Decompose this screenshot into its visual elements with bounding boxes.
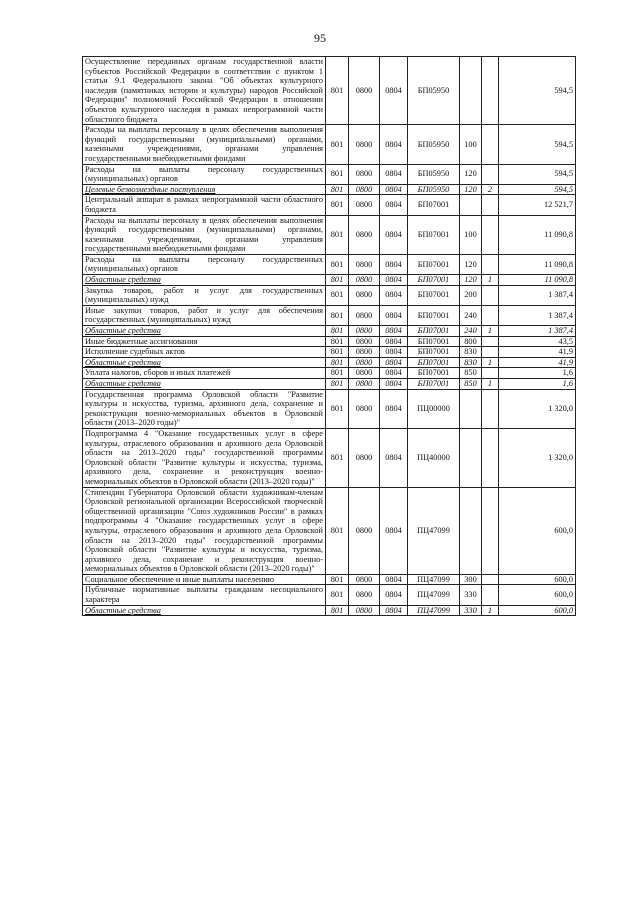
row-subsection-code: 0804: [380, 275, 408, 286]
row-subsection-code: 0804: [380, 336, 408, 347]
row-name: Осуществление переданных органам государственной власти субъектов Российской Федерации в соответствии с пунктом 1 статьи 9.1 Федерального закона "Об объектах культурного наследия (памятниках истории и культуры) народов Российской Федерации" полномочий Российской Федерации в отношении объектов культурного наследия в рамках непрограммной части областного бюджета: [83, 57, 326, 125]
row-section-code: 0800: [349, 57, 380, 125]
row-section-code: 0800: [349, 254, 380, 274]
row-subsection-code: 0804: [380, 184, 408, 195]
row-name: Подпрограмма 4 "Оказание государственных услуг в сфере культуры, отраслевого образования и архивного дела Орловской области на 2013–2020 годы" государственной программы Орловской области "Развитие культуры и искусства, туризма, архивного дела, сохранение и реконструкция военно-мемориальных объектов в Орловской области (2013–2020 годы)": [83, 428, 326, 487]
row-subsection-code: 0804: [380, 215, 408, 254]
row-amount: 11 090,8: [499, 254, 576, 274]
row-name: Областные средства: [83, 275, 326, 286]
table-row: [83, 125, 576, 164]
row-name: Стипендии Губернатора Орловской области художникам-членам Орловской региональной организации Всероссийской творческой общественной организации "Союз художников России" в рамках подпрограммы 4 "Оказание государственных услуг в сфере культуры, отраслевого образования и архивного дела Орловской области на 2013–2020 годы" государственной программы Орловской области "Развитие культуры и искусства, туризма, архивного дела, сохранение и реконструкция военно-мемориальных объектов в Орловской области (2013–2020 годы)": [83, 487, 326, 574]
row-subsection-code: 0804: [380, 195, 408, 215]
row-amount: 41,9: [499, 347, 576, 358]
row-target-article: БП07001: [408, 195, 460, 215]
row-section-code: 0800: [349, 336, 380, 347]
row-target-article: БП07001: [408, 357, 460, 368]
row-section-code: 0800: [349, 428, 380, 487]
row-amount: 1 320,0: [499, 428, 576, 487]
row-amount: 594,5: [499, 125, 576, 164]
row-source-code: [482, 57, 499, 125]
row-target-article: БП07001: [408, 215, 460, 254]
row-expense-type: [460, 428, 482, 487]
row-subsection-code: 0804: [380, 347, 408, 358]
row-section-code: 0800: [349, 574, 380, 585]
table-row: [83, 389, 576, 428]
row-target-article: БП07001: [408, 254, 460, 274]
row-amount: 594,5: [499, 57, 576, 125]
table-row: [83, 275, 576, 286]
row-source-code: [482, 428, 499, 487]
row-gr-code: 801: [326, 487, 349, 574]
row-name: Закупка товаров, работ и услуг для государственных (муниципальных) нужд: [83, 285, 326, 305]
row-source-code: [482, 389, 499, 428]
row-subsection-code: 0804: [380, 605, 408, 616]
row-gr-code: 801: [326, 305, 349, 325]
row-target-article: БП07001: [408, 326, 460, 337]
budget-table: [82, 56, 576, 616]
row-expense-type: [460, 195, 482, 215]
row-name: Целевые безвозмездные поступления: [83, 184, 326, 195]
row-gr-code: 801: [326, 254, 349, 274]
row-gr-code: 801: [326, 574, 349, 585]
row-target-article: БП07001: [408, 347, 460, 358]
row-subsection-code: 0804: [380, 254, 408, 274]
row-expense-type: [460, 389, 482, 428]
table-row: [83, 254, 576, 274]
row-name: Областные средства: [83, 326, 326, 337]
row-target-article: БП07001: [408, 379, 460, 390]
table-row: [83, 336, 576, 347]
row-gr-code: 801: [326, 215, 349, 254]
row-expense-type: 120: [460, 164, 482, 184]
row-name: Областные средства: [83, 379, 326, 390]
row-section-code: 0800: [349, 389, 380, 428]
row-gr-code: 801: [326, 125, 349, 164]
row-section-code: 0800: [349, 585, 380, 605]
row-amount: 1 320,0: [499, 389, 576, 428]
row-amount: 12 521,7: [499, 195, 576, 215]
row-name: Государственная программа Орловской области "Развитие культуры и искусства, туризма, архивного дела, сохранение и реконструкция военно-мемориальных объектов в Орловской области (2013–2020 годы)": [83, 389, 326, 428]
row-source-code: 1: [482, 605, 499, 616]
row-subsection-code: 0804: [380, 164, 408, 184]
table-row: [83, 285, 576, 305]
row-amount: 600,0: [499, 487, 576, 574]
row-amount: 43,5: [499, 336, 576, 347]
row-section-code: 0800: [349, 487, 380, 574]
row-amount: 11 090,8: [499, 215, 576, 254]
row-expense-type: 200: [460, 285, 482, 305]
row-expense-type: 240: [460, 305, 482, 325]
row-name: Иные бюджетные ассигнования: [83, 336, 326, 347]
row-amount: 1 387,4: [499, 285, 576, 305]
row-amount: 594,5: [499, 184, 576, 195]
row-amount: 1,6: [499, 379, 576, 390]
row-name: Расходы на выплаты персоналу государственных (муниципальных) органов: [83, 254, 326, 274]
row-expense-type: 120: [460, 184, 482, 195]
table-row: [83, 574, 576, 585]
row-section-code: 0800: [349, 605, 380, 616]
row-target-article: ПЦ47099: [408, 574, 460, 585]
row-name: Социальное обеспечение и иные выплаты населению: [83, 574, 326, 585]
row-name: Центральный аппарат в рамках непрограммной части областного бюджета: [83, 195, 326, 215]
row-target-article: БП05950: [408, 125, 460, 164]
row-target-article: БП07001: [408, 368, 460, 379]
row-gr-code: 801: [326, 379, 349, 390]
row-name: Расходы на выплаты персоналу государственных (муниципальных) органов: [83, 164, 326, 184]
row-subsection-code: 0804: [380, 305, 408, 325]
row-gr-code: 801: [326, 347, 349, 358]
row-target-article: ПЦ40000: [408, 428, 460, 487]
row-expense-type: [460, 487, 482, 574]
row-expense-type: 850: [460, 368, 482, 379]
table-row: [83, 428, 576, 487]
row-gr-code: 801: [326, 326, 349, 337]
row-source-code: [482, 254, 499, 274]
row-expense-type: 330: [460, 605, 482, 616]
row-subsection-code: 0804: [380, 428, 408, 487]
table-row: [83, 585, 576, 605]
row-source-code: [482, 368, 499, 379]
row-section-code: 0800: [349, 379, 380, 390]
row-source-code: 1: [482, 379, 499, 390]
row-target-article: БП07001: [408, 336, 460, 347]
row-amount: 1 387,4: [499, 305, 576, 325]
row-amount: 600,0: [499, 605, 576, 616]
row-target-article: БП07001: [408, 285, 460, 305]
row-source-code: [482, 164, 499, 184]
page-number: 95: [314, 31, 326, 45]
row-source-code: [482, 125, 499, 164]
row-subsection-code: 0804: [380, 585, 408, 605]
table-row: [83, 305, 576, 325]
row-section-code: 0800: [349, 125, 380, 164]
row-target-article: БП05950: [408, 57, 460, 125]
row-expense-type: 100: [460, 125, 482, 164]
row-expense-type: [460, 57, 482, 125]
row-amount: 600,0: [499, 574, 576, 585]
row-section-code: 0800: [349, 164, 380, 184]
table-row: [83, 215, 576, 254]
row-amount: 11 090,8: [499, 275, 576, 286]
row-section-code: 0800: [349, 305, 380, 325]
row-gr-code: 801: [326, 428, 349, 487]
row-gr-code: 801: [326, 184, 349, 195]
row-gr-code: 801: [326, 57, 349, 125]
table-row: [83, 368, 576, 379]
row-source-code: 1: [482, 326, 499, 337]
row-name: Расходы на выплаты персоналу в целях обеспечения выполнения функций государственными (муниципальными) органами, казенными учреждениями, органами управления государственными внебюджетными фондами: [83, 215, 326, 254]
row-target-article: БП05950: [408, 164, 460, 184]
row-name: Иные закупки товаров, работ и услуг для обеспечения государственных (муниципальных) нужд: [83, 305, 326, 325]
row-subsection-code: 0804: [380, 285, 408, 305]
row-expense-type: 800: [460, 336, 482, 347]
row-source-code: [482, 195, 499, 215]
row-section-code: 0800: [349, 275, 380, 286]
row-subsection-code: 0804: [380, 379, 408, 390]
row-amount: 594,5: [499, 164, 576, 184]
row-amount: 600,0: [499, 585, 576, 605]
row-amount: 41,9: [499, 357, 576, 368]
row-section-code: 0800: [349, 285, 380, 305]
table-row: [83, 195, 576, 215]
table-row: [83, 347, 576, 358]
table-row: [83, 605, 576, 616]
row-gr-code: 801: [326, 357, 349, 368]
row-subsection-code: 0804: [380, 326, 408, 337]
table-row: [83, 184, 576, 195]
row-source-code: 1: [482, 275, 499, 286]
row-section-code: 0800: [349, 326, 380, 337]
row-target-article: ПЦ47099: [408, 585, 460, 605]
row-expense-type: 240: [460, 326, 482, 337]
row-expense-type: 830: [460, 357, 482, 368]
table-row: [83, 357, 576, 368]
row-source-code: [482, 336, 499, 347]
row-expense-type: 330: [460, 585, 482, 605]
row-expense-type: 100: [460, 215, 482, 254]
row-source-code: [482, 585, 499, 605]
row-gr-code: 801: [326, 285, 349, 305]
row-name: Уплата налогов, сборов и иных платежей: [83, 368, 326, 379]
table-row: [83, 57, 576, 125]
row-source-code: [482, 305, 499, 325]
row-target-article: БП05950: [408, 184, 460, 195]
row-gr-code: 801: [326, 605, 349, 616]
row-subsection-code: 0804: [380, 487, 408, 574]
row-gr-code: 801: [326, 585, 349, 605]
row-name: Публичные нормативные выплаты гражданам несоциального характера: [83, 585, 326, 605]
row-name: Областные средства: [83, 357, 326, 368]
table-row: [83, 379, 576, 390]
row-name: Исполнение судебных актов: [83, 347, 326, 358]
row-expense-type: 830: [460, 347, 482, 358]
row-amount: 1 387,4: [499, 326, 576, 337]
row-subsection-code: 0804: [380, 125, 408, 164]
row-subsection-code: 0804: [380, 57, 408, 125]
row-subsection-code: 0804: [380, 389, 408, 428]
row-target-article: БП07001: [408, 275, 460, 286]
row-section-code: 0800: [349, 215, 380, 254]
table-row: [83, 487, 576, 574]
row-source-code: [482, 487, 499, 574]
row-source-code: [482, 347, 499, 358]
row-gr-code: 801: [326, 195, 349, 215]
row-source-code: 2: [482, 184, 499, 195]
row-gr-code: 801: [326, 389, 349, 428]
row-target-article: ПЦ47099: [408, 487, 460, 574]
row-section-code: 0800: [349, 347, 380, 358]
row-source-code: [482, 285, 499, 305]
row-subsection-code: 0804: [380, 368, 408, 379]
row-source-code: [482, 215, 499, 254]
row-expense-type: 120: [460, 254, 482, 274]
row-section-code: 0800: [349, 195, 380, 215]
table-row: [83, 326, 576, 337]
row-subsection-code: 0804: [380, 574, 408, 585]
row-section-code: 0800: [349, 184, 380, 195]
row-target-article: ПЦ47099: [408, 605, 460, 616]
row-source-code: 1: [482, 357, 499, 368]
row-section-code: 0800: [349, 368, 380, 379]
row-expense-type: 120: [460, 275, 482, 286]
row-subsection-code: 0804: [380, 357, 408, 368]
row-target-article: ПЦ00000: [408, 389, 460, 428]
row-source-code: [482, 574, 499, 585]
row-name: Расходы на выплаты персоналу в целях обеспечения выполнения функций государственными (муниципальными) органами, казенными учреждениями, органами управления государственными внебюджетными фондами: [83, 125, 326, 164]
row-expense-type: 850: [460, 379, 482, 390]
table-row: [83, 164, 576, 184]
row-expense-type: 300: [460, 574, 482, 585]
row-name: Областные средства: [83, 605, 326, 616]
row-gr-code: 801: [326, 275, 349, 286]
row-gr-code: 801: [326, 336, 349, 347]
row-gr-code: 801: [326, 368, 349, 379]
row-amount: 1,6: [499, 368, 576, 379]
row-gr-code: 801: [326, 164, 349, 184]
row-section-code: 0800: [349, 357, 380, 368]
row-target-article: БП07001: [408, 305, 460, 325]
